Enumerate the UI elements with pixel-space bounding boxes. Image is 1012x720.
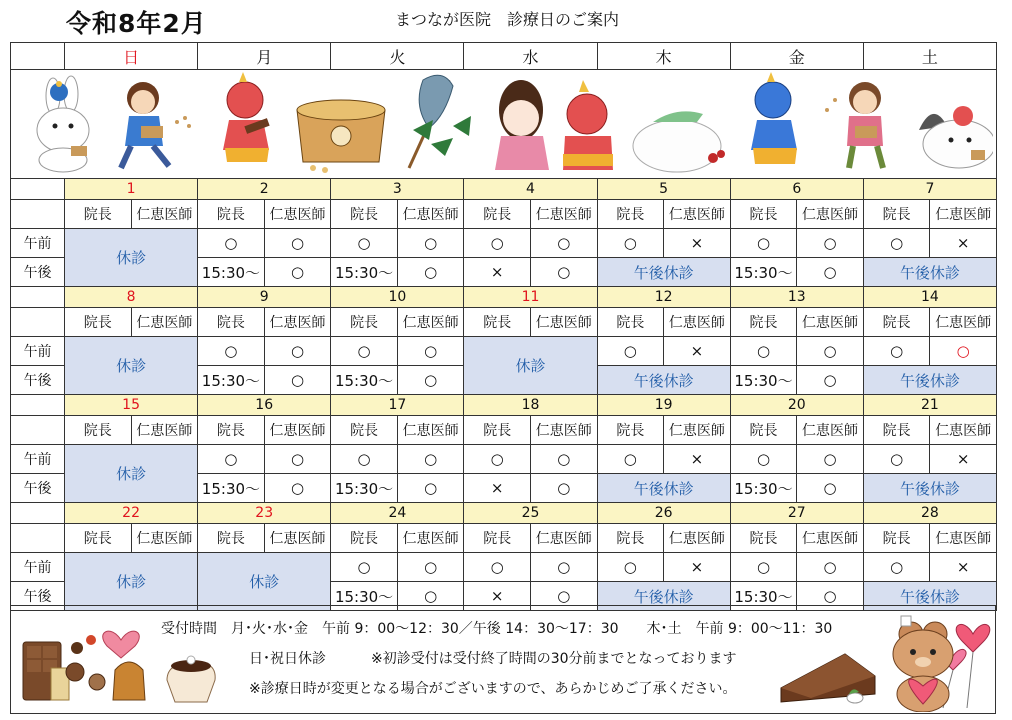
- am-hitoe-status: ○: [797, 229, 864, 258]
- date-cell: 1: [65, 179, 198, 200]
- doctor-hitoe-label: 仁恵医師: [797, 416, 864, 445]
- afternoon-closed-cell: 午後休診: [597, 366, 730, 395]
- date-row-label: [11, 395, 65, 416]
- morning-label: 午前: [11, 445, 65, 474]
- doctor-director-label: 院長: [730, 200, 797, 229]
- am-hitoe-status: ○: [397, 229, 464, 258]
- doctor-hitoe-label: 仁恵医師: [530, 308, 597, 337]
- doctor-row-label: [11, 200, 65, 229]
- doctor-hitoe-label: 仁恵医師: [397, 308, 464, 337]
- afternoon-closed-cell: 午後休診: [863, 258, 996, 287]
- date-cell: 14: [863, 287, 996, 308]
- am-director-status: ○: [730, 553, 797, 582]
- date-cell: 16: [198, 395, 331, 416]
- date-cell: 28: [863, 503, 996, 524]
- doctor-hitoe-label: 仁恵医師: [930, 200, 997, 229]
- date-cell: 11: [464, 287, 597, 308]
- date-cell: 3: [331, 179, 464, 200]
- am-director-status: ○: [597, 229, 664, 258]
- weekday-header: 金: [730, 43, 863, 70]
- am-director-status: ○: [464, 229, 531, 258]
- pm-hitoe-status: ○: [530, 474, 597, 503]
- am-hitoe-status: ○: [797, 337, 864, 366]
- am-hitoe-status: ×: [664, 229, 731, 258]
- am-hitoe-status: ○: [930, 337, 997, 366]
- first-visit-note: ※初診受付は受付終了時間の30分前までとなっております: [371, 651, 737, 667]
- morning-label: 午前: [11, 553, 65, 582]
- blue-oni-icon: [751, 72, 797, 164]
- am-hitoe-status: ○: [264, 229, 331, 258]
- doctor-director-label: 院長: [464, 524, 531, 553]
- pm-hitoe-status: ○: [397, 474, 464, 503]
- doctor-hitoe-label: 仁恵医師: [131, 200, 198, 229]
- doctor-director-label: 院長: [65, 524, 132, 553]
- pm-hitoe-status: ○: [797, 582, 864, 611]
- morning-label: 午前: [11, 229, 65, 258]
- afternoon-label: 午後: [11, 366, 65, 395]
- doctor-director-label: 院長: [863, 200, 930, 229]
- bunny-oni-mask-icon: [37, 76, 89, 172]
- am-hitoe-status: ○: [797, 445, 864, 474]
- am-hitoe-status: ×: [664, 445, 731, 474]
- doctor-hitoe-label: 仁恵医師: [797, 308, 864, 337]
- date-cell: 5: [597, 179, 730, 200]
- date-cell: 21: [863, 395, 996, 416]
- am-hitoe-status: ○: [530, 553, 597, 582]
- doctor-hitoe-label: 仁恵医師: [664, 200, 731, 229]
- am-director-status: ○: [863, 229, 930, 258]
- am-hitoe-status: ○: [397, 553, 464, 582]
- doctor-hitoe-label: 仁恵医師: [930, 308, 997, 337]
- date-cell: 7: [863, 179, 996, 200]
- seal-oni-icon: [919, 106, 993, 168]
- am-director-status: ○: [730, 445, 797, 474]
- pm-director-status: 15:30〜: [730, 582, 797, 611]
- date-cell: 4: [464, 179, 597, 200]
- am-hitoe-status: ○: [530, 445, 597, 474]
- doctor-hitoe-label: 仁恵医師: [264, 308, 331, 337]
- am-director-status: ○: [597, 553, 664, 582]
- doctor-director-label: 院長: [198, 416, 265, 445]
- pm-hitoe-status: ○: [397, 258, 464, 287]
- doctor-director-label: 院長: [597, 308, 664, 337]
- am-director-status: ○: [331, 553, 398, 582]
- afternoon-closed-cell: 午後休診: [863, 582, 996, 611]
- doctor-director-label: 院長: [730, 308, 797, 337]
- doctor-hitoe-label: 仁恵医師: [264, 416, 331, 445]
- am-director-status: ○: [331, 229, 398, 258]
- doctor-director-label: 院長: [65, 200, 132, 229]
- doctor-hitoe-label: 仁恵医師: [264, 200, 331, 229]
- pm-hitoe-status: ○: [397, 366, 464, 395]
- am-director-status: ○: [464, 553, 531, 582]
- closed-day-cell: 休診: [65, 337, 198, 395]
- date-cell: 18: [464, 395, 597, 416]
- change-note: ※診療日時が変更となる場合がございますので、あらかじめご了承ください。: [249, 681, 737, 697]
- date-cell: 24: [331, 503, 464, 524]
- pm-director-status: ×: [464, 258, 531, 287]
- reception-hours: 受付時間 月･火･水･金 午前 9：00〜12：30／午後 14：30〜17：30 木･土 午前 9：00〜11：30: [161, 621, 833, 637]
- pm-director-status: 15:30〜: [730, 366, 797, 395]
- am-director-status: ○: [464, 445, 531, 474]
- am-director-status: ○: [863, 337, 930, 366]
- doctor-hitoe-label: 仁恵医師: [930, 416, 997, 445]
- yukimi-daifuku-icon: [633, 111, 725, 172]
- closed-day-cell: 休診: [65, 229, 198, 287]
- date-cell: 9: [198, 287, 331, 308]
- masu-bean-box-icon: [297, 100, 385, 173]
- pm-director-status: 15:30〜: [198, 258, 265, 287]
- schedule-calendar: [10, 42, 997, 611]
- pm-director-status: 15:30〜: [331, 474, 398, 503]
- holiday-notice: 日･祝日休診: [249, 651, 326, 667]
- pm-hitoe-status: ○: [530, 582, 597, 611]
- doctor-hitoe-label: 仁恵医師: [397, 416, 464, 445]
- clinic-title: まつなが医院 診療日のご案内: [395, 10, 620, 29]
- am-director-status: ○: [730, 229, 797, 258]
- doctor-director-label: 院長: [730, 416, 797, 445]
- weekday-header: 日: [65, 43, 198, 70]
- doctor-hitoe-label: 仁恵医師: [797, 200, 864, 229]
- red-oni-icon: [223, 72, 270, 162]
- doctor-hitoe-label: 仁恵医師: [397, 524, 464, 553]
- am-hitoe-status: ○: [397, 445, 464, 474]
- doctor-hitoe-label: 仁恵医師: [397, 200, 464, 229]
- doctor-hitoe-label: 仁恵医師: [664, 308, 731, 337]
- closed-day-cell: 休診: [65, 553, 198, 611]
- am-hitoe-status: ×: [664, 553, 731, 582]
- date-cell: 10: [331, 287, 464, 308]
- afternoon-label: 午後: [11, 474, 65, 503]
- month-title: 令和8年2月: [66, 9, 207, 38]
- footer-notice: [10, 605, 996, 714]
- am-director-status: ○: [331, 337, 398, 366]
- chocolate-sweets-icon: [17, 610, 217, 708]
- afternoon-closed-cell: 午後休診: [597, 474, 730, 503]
- pm-director-status: ×: [464, 474, 531, 503]
- doctor-director-label: 院長: [464, 416, 531, 445]
- morning-label: 午前: [11, 337, 65, 366]
- pm-director-status: 15:30〜: [730, 258, 797, 287]
- bean-throwing-girl-icon: [121, 82, 191, 168]
- weekday-header: 水: [464, 43, 597, 70]
- afternoon-closed-cell: 午後休診: [597, 582, 730, 611]
- doctor-director-label: 院長: [331, 308, 398, 337]
- setsubun-illustrations: [13, 70, 993, 174]
- am-hitoe-status: ×: [664, 337, 731, 366]
- date-cell: 2: [198, 179, 331, 200]
- am-hitoe-status: ○: [530, 229, 597, 258]
- doctor-director-label: 院長: [863, 416, 930, 445]
- date-row-label: [11, 503, 65, 524]
- date-cell: 26: [597, 503, 730, 524]
- doctor-director-label: 院長: [331, 200, 398, 229]
- doctor-director-label: 院長: [597, 416, 664, 445]
- pm-director-status: 15:30〜: [198, 474, 265, 503]
- doctor-director-label: 院長: [198, 308, 265, 337]
- doctor-hitoe-label: 仁恵医師: [530, 200, 597, 229]
- bean-throwing-boy-icon: [825, 82, 883, 168]
- am-director-status: ○: [331, 445, 398, 474]
- date-cell: 20: [730, 395, 863, 416]
- doctor-director-label: 院長: [65, 308, 132, 337]
- doctor-director-label: 院長: [597, 524, 664, 553]
- pm-hitoe-status: ○: [264, 474, 331, 503]
- afternoon-closed-cell: 午後休診: [863, 474, 996, 503]
- date-row-label: [11, 179, 65, 200]
- pm-director-status: ×: [464, 582, 531, 611]
- bear-balloons-icon: [871, 608, 995, 712]
- doctor-hitoe-label: 仁恵医師: [530, 524, 597, 553]
- weekday-header: 月: [198, 43, 331, 70]
- am-director-status: ○: [597, 445, 664, 474]
- doctor-director-label: 院長: [198, 200, 265, 229]
- doctor-hitoe-label: 仁恵医師: [131, 416, 198, 445]
- am-director-status: ○: [198, 337, 265, 366]
- doctor-director-label: 院長: [65, 416, 132, 445]
- pm-hitoe-status: ○: [797, 366, 864, 395]
- afternoon-closed-cell: 午後休診: [863, 366, 996, 395]
- am-director-status: ○: [198, 445, 265, 474]
- weekday-header: 木: [597, 43, 730, 70]
- am-director-status: ○: [198, 229, 265, 258]
- doctor-director-label: 院長: [331, 416, 398, 445]
- am-director-status: ○: [863, 445, 930, 474]
- doctor-row-label: [11, 308, 65, 337]
- am-director-status: ○: [597, 337, 664, 366]
- date-cell: 27: [730, 503, 863, 524]
- doctor-director-label: 院長: [464, 308, 531, 337]
- am-hitoe-status: ○: [264, 337, 331, 366]
- date-cell: 23: [198, 503, 331, 524]
- doctor-director-label: 院長: [331, 524, 398, 553]
- date-cell: 22: [65, 503, 198, 524]
- am-hitoe-status: ×: [930, 229, 997, 258]
- corner-cell: [11, 43, 65, 70]
- afternoon-label: 午後: [11, 258, 65, 287]
- afternoon-closed-cell: 午後休診: [597, 258, 730, 287]
- pm-director-status: 15:30〜: [198, 366, 265, 395]
- doctor-director-label: 院長: [863, 308, 930, 337]
- pm-director-status: 15:30〜: [331, 366, 398, 395]
- closed-day-cell: 休診: [464, 337, 597, 395]
- doctor-hitoe-label: 仁恵医師: [664, 416, 731, 445]
- doctor-row-label: [11, 416, 65, 445]
- date-cell: 12: [597, 287, 730, 308]
- pm-hitoe-status: ○: [797, 258, 864, 287]
- doctor-hitoe-label: 仁恵医師: [797, 524, 864, 553]
- pm-director-status: 15:30〜: [331, 258, 398, 287]
- date-cell: 13: [730, 287, 863, 308]
- setsubun-illustration-strip: [11, 70, 997, 179]
- doctor-director-label: 院長: [597, 200, 664, 229]
- date-cell: 8: [65, 287, 198, 308]
- sardine-holly-icon: [409, 75, 471, 168]
- doctor-hitoe-label: 仁恵医師: [264, 524, 331, 553]
- doctor-director-label: 院長: [464, 200, 531, 229]
- am-hitoe-status: ×: [930, 553, 997, 582]
- pm-hitoe-status: ○: [264, 366, 331, 395]
- otafuku-red-oni-icon: [495, 80, 613, 170]
- doctor-director-label: 院長: [863, 524, 930, 553]
- date-cell: 25: [464, 503, 597, 524]
- doctor-hitoe-label: 仁恵医師: [530, 416, 597, 445]
- am-director-status: ○: [863, 553, 930, 582]
- closed-day-cell: 休診: [65, 445, 198, 503]
- am-director-status: ○: [730, 337, 797, 366]
- date-cell: 17: [331, 395, 464, 416]
- pm-hitoe-status: ○: [397, 582, 464, 611]
- pm-hitoe-status: ○: [797, 474, 864, 503]
- afternoon-label: 午後: [11, 582, 65, 611]
- am-hitoe-status: ○: [397, 337, 464, 366]
- pm-director-status: 15:30〜: [331, 582, 398, 611]
- weekday-header: 火: [331, 43, 464, 70]
- am-hitoe-status: ○: [264, 445, 331, 474]
- doctor-row-label: [11, 524, 65, 553]
- closed-day-cell: 休診: [198, 553, 331, 611]
- weekday-header: 土: [863, 43, 996, 70]
- date-row-label: [11, 287, 65, 308]
- date-cell: 15: [65, 395, 198, 416]
- am-hitoe-status: ○: [797, 553, 864, 582]
- pm-hitoe-status: ○: [264, 258, 331, 287]
- chocolate-cake-icon: [775, 636, 885, 708]
- pm-hitoe-status: ○: [530, 258, 597, 287]
- am-hitoe-status: ×: [930, 445, 997, 474]
- doctor-director-label: 院長: [198, 524, 265, 553]
- doctor-hitoe-label: 仁恵医師: [131, 308, 198, 337]
- doctor-hitoe-label: 仁恵医師: [131, 524, 198, 553]
- pm-director-status: 15:30〜: [730, 474, 797, 503]
- date-cell: 19: [597, 395, 730, 416]
- doctor-hitoe-label: 仁恵医師: [664, 524, 731, 553]
- doctor-director-label: 院長: [730, 524, 797, 553]
- date-cell: 6: [730, 179, 863, 200]
- doctor-hitoe-label: 仁恵医師: [930, 524, 997, 553]
